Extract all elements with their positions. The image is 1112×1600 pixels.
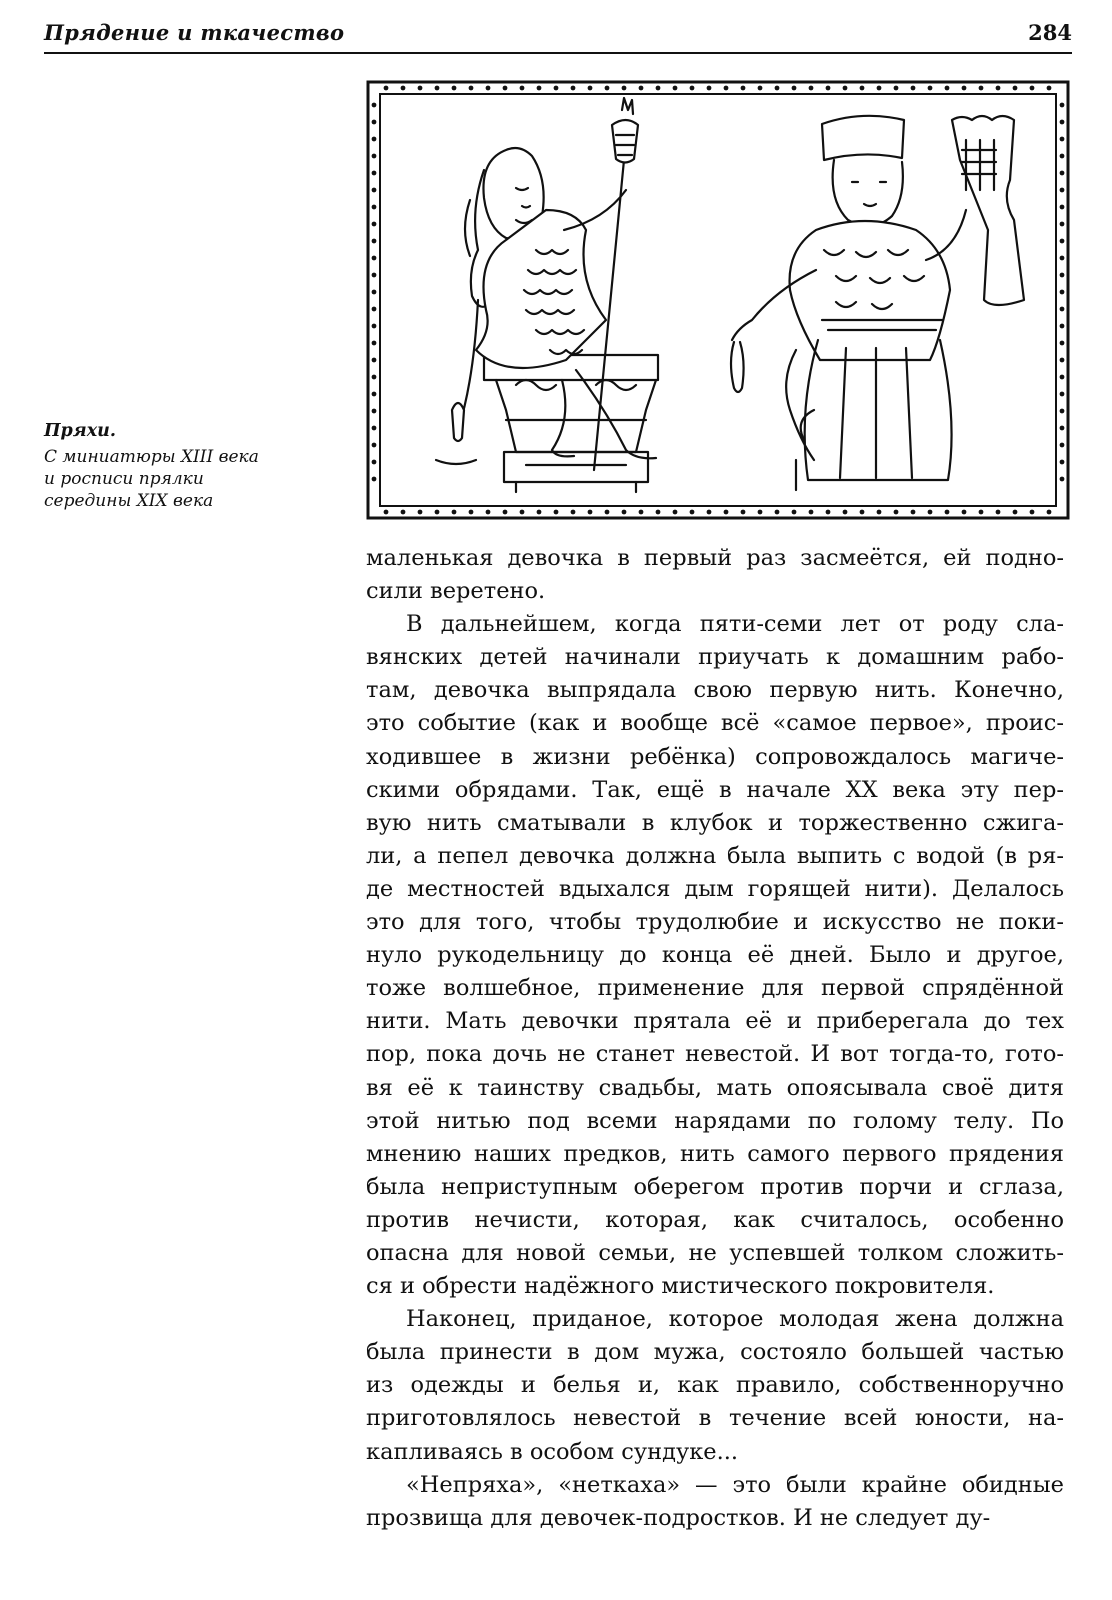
text-line: вую нить сматывали в клубок и торжественно сжига- [366, 809, 1064, 836]
frame-dot [962, 510, 967, 515]
frame-dot [673, 510, 678, 515]
frame-dot [372, 171, 377, 176]
frame-dot [520, 510, 525, 515]
frame-dot [860, 510, 865, 515]
frame-dot [372, 188, 377, 193]
frame-dot [418, 86, 423, 91]
caption-line: и росписи прялки [44, 469, 204, 489]
text-line: тоже волшебное, применение для первой спрядённой [366, 975, 1064, 1002]
frame-dot [372, 307, 377, 312]
caption-line: середины XIX века [44, 491, 214, 511]
frame-dot [775, 86, 780, 91]
frame-dot [673, 86, 678, 91]
frame-dot [894, 510, 899, 515]
left-spinner-figure [436, 98, 658, 492]
frame-dot [537, 86, 542, 91]
frame-dot [911, 86, 916, 91]
frame-dot [372, 443, 377, 448]
frame-dot [537, 510, 542, 515]
frame-dot [792, 510, 797, 515]
text-line: нити. Мать девочки прятала её и приберегала до тех [366, 1008, 1064, 1035]
text-line: капливаясь в особом сундуке... [366, 1438, 739, 1465]
frame-dot [775, 510, 780, 515]
text-line: приготовлялось невестой в течение всей юности, на- [366, 1405, 1064, 1432]
frame-inner [380, 94, 1056, 506]
text-line: маленькая девочка в первый раз засмеётся, ей подно- [366, 545, 1064, 571]
caption-title: Пряхи. [44, 421, 116, 441]
text-line: де местностей вдыхался дым горящей нити). Делалось [366, 875, 1064, 902]
frame-dot [372, 290, 377, 295]
right-spinner-figure [731, 116, 1024, 490]
frame-dot [605, 86, 610, 91]
frame-dot [571, 86, 576, 91]
frame-dot [979, 510, 984, 515]
running-head: Прядение и ткачество [44, 20, 345, 45]
frame-dot [372, 375, 377, 380]
frame-dot [843, 510, 848, 515]
text-line: пор, пока дочь не станет невестой. И вот тогда-то, гото- [366, 1041, 1064, 1068]
frame-dot [622, 86, 627, 91]
frame-dot [911, 510, 916, 515]
frame-dot [372, 392, 377, 397]
text-line: там, девочка выпрядала свою первую нить. Конечно, [366, 677, 1064, 704]
frame-dot [486, 86, 491, 91]
frame-dot [1060, 205, 1065, 210]
frame-dot [1060, 290, 1065, 295]
page-number: 284 [1028, 20, 1072, 45]
frame-dot [1060, 273, 1065, 278]
text-line: ходившее в жизни ребёнка) сопровождалось магиче- [366, 743, 1064, 770]
frame-dot [1060, 239, 1065, 244]
text-line: В дальнейшем, когда пяти-семи лет от роду сла- [406, 611, 1064, 638]
text-line: скими обрядами. Так, ещё в начале XX века эту пер- [366, 776, 1064, 803]
frame-dot [792, 86, 797, 91]
frame-dot [945, 510, 950, 515]
frame-dot [520, 86, 525, 91]
frame-dot [372, 239, 377, 244]
frame-dot [372, 409, 377, 414]
frame-dot [1060, 409, 1065, 414]
text-line: «Непряха», «неткаха» — это были крайне обидные [406, 1471, 1064, 1498]
frame-dot [707, 510, 712, 515]
frame-dot [1047, 510, 1052, 515]
frame-dot [962, 86, 967, 91]
frame-dot [372, 341, 377, 346]
frame-dot [894, 86, 899, 91]
frame-dot [809, 510, 814, 515]
frame-dot [372, 205, 377, 210]
illustration-svg [366, 80, 1070, 520]
text-line: этой нитью под всеми нарядами по голому телу. По [366, 1107, 1064, 1134]
frame-dot [1030, 86, 1035, 91]
frame-dot [588, 510, 593, 515]
frame-dot [435, 86, 440, 91]
frame-dot [554, 510, 559, 515]
body-text [366, 542, 1064, 1535]
frame-dot [401, 510, 406, 515]
frame-dot [758, 86, 763, 91]
text-line: вя её к таинству свадьбы, мать опоясывала своё дитя [366, 1074, 1064, 1101]
frame-dot [928, 510, 933, 515]
paragraph [366, 1303, 1064, 1468]
text-line: это для того, чтобы трудолюбие и искусство не поки- [366, 909, 1064, 936]
text-line: это событие (как и вообще всё «самое первое», проис- [366, 710, 1064, 737]
frame-dot [860, 86, 865, 91]
frame-dot [503, 510, 508, 515]
text-line: вянских детей начинали приучать к домашним рабо- [366, 644, 1064, 671]
frame-dot [435, 510, 440, 515]
frame-dot [639, 510, 644, 515]
frame-dot [996, 510, 1001, 515]
frame-dot [1060, 477, 1065, 482]
frame-dot [639, 86, 644, 91]
frame-dot [1060, 375, 1065, 380]
frame-dot [1060, 120, 1065, 125]
text-line: ли, а пепел девочка должна была выпить с водой (в ря- [366, 842, 1064, 869]
page-header [44, 18, 1072, 54]
frame-dot [877, 86, 882, 91]
frame-dot [741, 510, 746, 515]
frame-dot [1013, 86, 1018, 91]
frame-dot [758, 510, 763, 515]
frame-dot [372, 222, 377, 227]
frame-dot [372, 256, 377, 261]
frame-dot [372, 120, 377, 125]
frame-dot [1060, 324, 1065, 329]
frame-dot [372, 154, 377, 159]
spinners-illustration [366, 80, 1070, 520]
text-line: нуло рукодельницу до конца её дней. Было и другое, [366, 942, 1064, 969]
frame-dot [469, 86, 474, 91]
frame-dot [928, 86, 933, 91]
frame-dot [724, 86, 729, 91]
frame-dot [1060, 358, 1065, 363]
frame-dot [1060, 443, 1065, 448]
text-line: мнению наших предков, нить самого первого прядения [366, 1140, 1064, 1167]
text-line: против нечисти, которая, как считалось, особенно [366, 1206, 1064, 1233]
frame-dot [656, 86, 661, 91]
frame-dot [486, 510, 491, 515]
frame-dot [384, 86, 389, 91]
frame-dot [1060, 103, 1065, 108]
frame-dot [452, 86, 457, 91]
paragraph [366, 608, 1064, 1303]
frame-dot [1060, 188, 1065, 193]
frame-dot [401, 86, 406, 91]
frame-dot [372, 324, 377, 329]
frame-dot [1060, 426, 1065, 431]
frame-dot [452, 510, 457, 515]
frame-dot [372, 103, 377, 108]
frame-dot [826, 86, 831, 91]
text-line: была неприступным оберегом против порчи и сглаза, [366, 1173, 1064, 1200]
frame-dot [826, 510, 831, 515]
frame-dot [690, 510, 695, 515]
frame-dot [1060, 307, 1065, 312]
frame-dot [1060, 460, 1065, 465]
frame-dot [503, 86, 508, 91]
frame-dot [1060, 171, 1065, 176]
frame-dot [1060, 222, 1065, 227]
paragraph [366, 1469, 1064, 1535]
caption-line: С миниатюры XIII века [44, 447, 259, 467]
frame-dot [979, 86, 984, 91]
frame-dot [945, 86, 950, 91]
frame-dot [690, 86, 695, 91]
frame-dot [809, 86, 814, 91]
frame-dot [372, 460, 377, 465]
frame-dot [588, 86, 593, 91]
frame-dot [605, 510, 610, 515]
frame-dot [372, 273, 377, 278]
frame-dot [1060, 154, 1065, 159]
text-line: опасна для новой семьи, не успевшей толком сложить- [366, 1239, 1064, 1266]
frame-dot [1013, 510, 1018, 515]
frame-dot [996, 86, 1001, 91]
frame-dot [1060, 341, 1065, 346]
frame-dot [372, 358, 377, 363]
figure-caption [44, 420, 324, 512]
frame-dot [1060, 137, 1065, 142]
frame-dot [554, 86, 559, 91]
frame-dot [622, 510, 627, 515]
frame-dot [1060, 256, 1065, 261]
frame-dot [372, 137, 377, 142]
frame-dot [1030, 510, 1035, 515]
frame-dot [877, 510, 882, 515]
frame-dot [656, 510, 661, 515]
frame-dot [741, 86, 746, 91]
frame-dot [418, 510, 423, 515]
text-line: прозвища для девочек-подростков. И не следует ду- [366, 1504, 991, 1531]
text-line: ся и обрести надёжного мистического покровителя. [366, 1273, 995, 1300]
frame-dot [843, 86, 848, 91]
frame-dot [372, 426, 377, 431]
frame-dot [571, 510, 576, 515]
frame-dot [469, 510, 474, 515]
frame-dot [1047, 86, 1052, 91]
text-line: Наконец, приданое, которое молодая жена должна [406, 1306, 1064, 1333]
frame-dot [1060, 392, 1065, 397]
frame-dot [707, 86, 712, 91]
text-line: из одежды и белья и, как правило, собственноручно [366, 1372, 1064, 1399]
text-line: сили веретено. [366, 578, 546, 605]
text-line: была принести в дом мужа, состояло большей частью [366, 1339, 1064, 1366]
frame-dot [372, 477, 377, 482]
paragraph [366, 542, 1064, 608]
frame-dot [384, 510, 389, 515]
frame-dot [724, 510, 729, 515]
